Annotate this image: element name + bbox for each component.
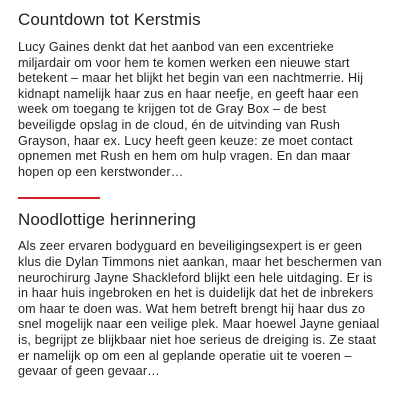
book-section-countdown bbox=[18, 10, 386, 180]
book-title: Noodlottige herinnering bbox=[18, 210, 197, 230]
book-description: Als zeer ervaren bodyguard en beveiligingsexpert is er geen klus die Dylan Timmons niet aankan, maar het beschermen van neurochirurg Jayne Shackleford blijkt een hele uitdaging. Er is in haar huis ingebroken en het is duidelijk dat het de inbrekers om haar te doen was. Wat hem betreft brengt hij haar dus zo snel mogelijk naar een veilige plek. Maar hoewel Jayne geniaal is, begrijpt ze blijkbaar niet hoe serieus de dreiging is. Ze staat er namelijk op om een al geplande operatie uit te voeren – gevaar of geen gevaar… bbox=[18, 239, 382, 379]
book-section-noodlottige bbox=[18, 210, 386, 379]
section-divider bbox=[18, 197, 100, 199]
book-description: Lucy Gaines denkt dat het aanbod van een excentrieke miljardair om voor hem te komen werken een nieuwe start betekent – maar het blijkt het begin van een nachtmerrie. Hij kidnapt namelijk haar zus en haar neefje, en geeft haar een week om toegang te krijgen tot de Gray Box – de best beveiligde opslag in de cloud, én de uitvinding van Rush Grayson, haar ex. Lucy heeft geen keuze: ze moet contact opnemen met Rush en hem om hulp vragen. En dan maar hopen op een kerstwonder… bbox=[18, 40, 364, 179]
book-title: Countdown tot Kerstmis bbox=[18, 10, 201, 29]
